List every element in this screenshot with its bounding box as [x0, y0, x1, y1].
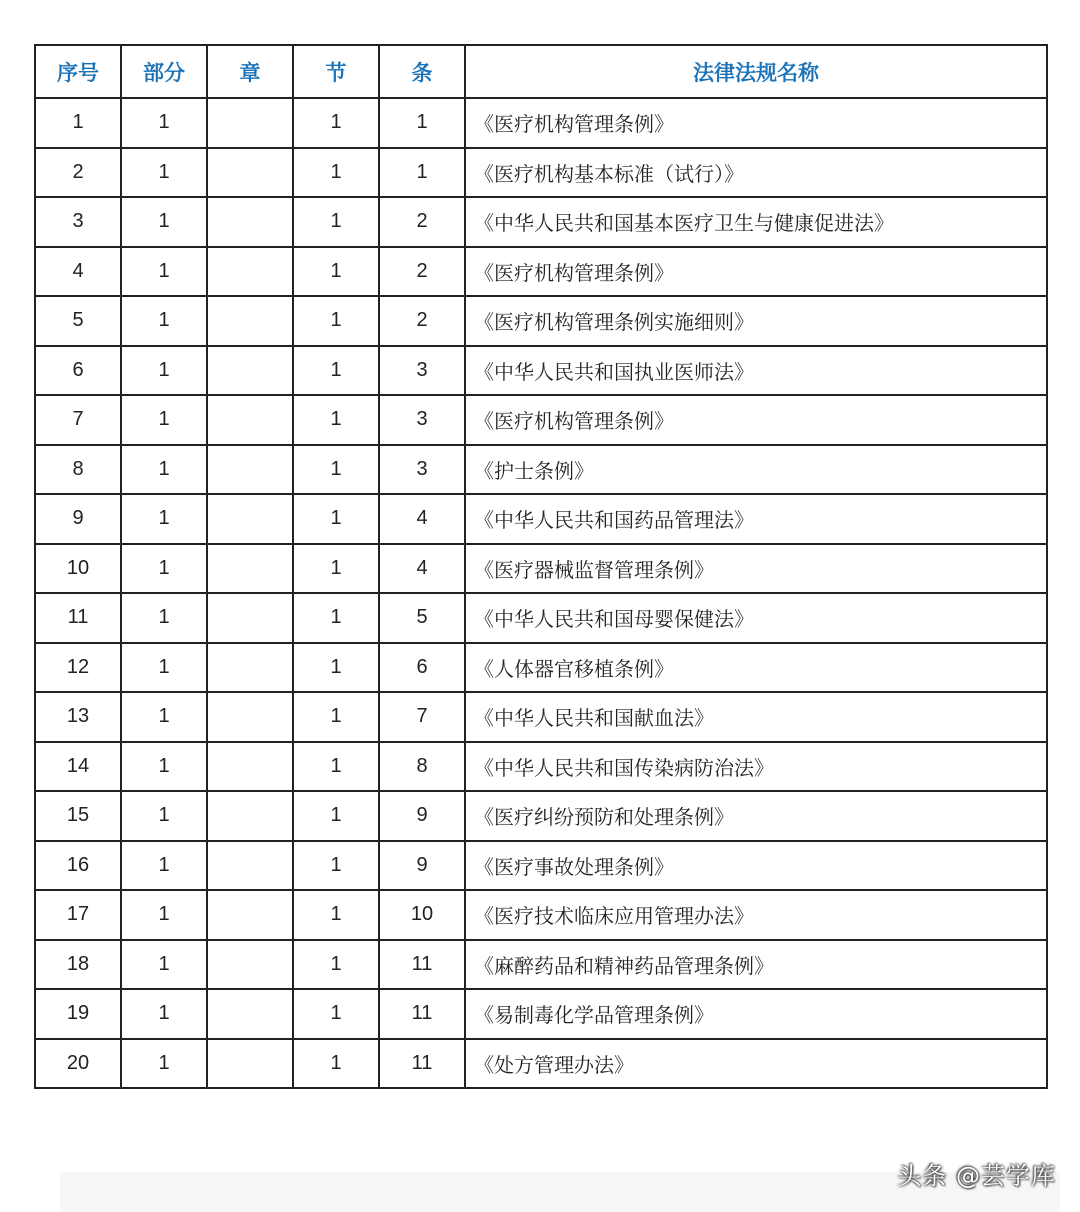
cell-part: 1	[121, 1039, 207, 1089]
cell-article: 6	[379, 643, 465, 693]
cell-part: 1	[121, 593, 207, 643]
cell-part: 1	[121, 989, 207, 1039]
cell-chapter	[207, 791, 293, 841]
cell-article: 4	[379, 494, 465, 544]
cell-seq: 17	[35, 890, 121, 940]
table-row	[35, 544, 1047, 594]
header-row	[35, 45, 1047, 98]
cell-seq: 3	[35, 197, 121, 247]
cell-chapter	[207, 940, 293, 990]
cell-article: 1	[379, 98, 465, 148]
cell-part: 1	[121, 148, 207, 198]
cell-seq: 18	[35, 940, 121, 990]
cell-section: 1	[293, 148, 379, 198]
header-chapter: 章	[207, 45, 293, 98]
cell-seq: 15	[35, 791, 121, 841]
cell-seq: 13	[35, 692, 121, 742]
cell-chapter	[207, 296, 293, 346]
cell-law-name: 《中华人民共和国药品管理法》	[465, 494, 1047, 544]
cell-law-name: 《医疗器械监督管理条例》	[465, 544, 1047, 594]
cell-seq: 8	[35, 445, 121, 495]
table-row	[35, 989, 1047, 1039]
cell-chapter	[207, 247, 293, 297]
cell-chapter	[207, 148, 293, 198]
cell-article: 2	[379, 197, 465, 247]
cell-seq: 14	[35, 742, 121, 792]
cell-seq: 4	[35, 247, 121, 297]
cell-section: 1	[293, 395, 379, 445]
cell-law-name: 《医疗机构管理条例》	[465, 247, 1047, 297]
cell-seq: 19	[35, 989, 121, 1039]
cell-law-name: 《医疗事故处理条例》	[465, 841, 1047, 891]
cell-article: 11	[379, 1039, 465, 1089]
cell-part: 1	[121, 890, 207, 940]
cell-law-name: 《医疗机构管理条例实施细则》	[465, 296, 1047, 346]
cell-article: 4	[379, 544, 465, 594]
cell-chapter	[207, 643, 293, 693]
table-row	[35, 643, 1047, 693]
cell-law-name: 《医疗机构管理条例》	[465, 395, 1047, 445]
header-part: 部分	[121, 45, 207, 98]
cell-chapter	[207, 98, 293, 148]
table-row	[35, 197, 1047, 247]
cell-part: 1	[121, 742, 207, 792]
cell-chapter	[207, 1039, 293, 1089]
cell-section: 1	[293, 1039, 379, 1089]
cell-law-name: 《医疗纠纷预防和处理条例》	[465, 791, 1047, 841]
cell-chapter	[207, 841, 293, 891]
cell-section: 1	[293, 494, 379, 544]
cell-chapter	[207, 692, 293, 742]
table-row	[35, 791, 1047, 841]
cell-section: 1	[293, 296, 379, 346]
cell-part: 1	[121, 296, 207, 346]
cell-seq: 2	[35, 148, 121, 198]
cell-law-name: 《人体器官移植条例》	[465, 643, 1047, 693]
cell-part: 1	[121, 494, 207, 544]
cell-article: 9	[379, 841, 465, 891]
cell-article: 7	[379, 692, 465, 742]
cell-section: 1	[293, 890, 379, 940]
cell-seq: 12	[35, 643, 121, 693]
cell-law-name: 《中华人民共和国献血法》	[465, 692, 1047, 742]
cell-article: 3	[379, 346, 465, 396]
table-row	[35, 742, 1047, 792]
header-article: 条	[379, 45, 465, 98]
cell-section: 1	[293, 544, 379, 594]
cell-law-name: 《中华人民共和国执业医师法》	[465, 346, 1047, 396]
table-row	[35, 445, 1047, 495]
cell-chapter	[207, 445, 293, 495]
cell-chapter	[207, 742, 293, 792]
cell-seq: 7	[35, 395, 121, 445]
cell-section: 1	[293, 197, 379, 247]
cell-chapter	[207, 989, 293, 1039]
table-header	[35, 45, 1047, 98]
cell-law-name: 《中华人民共和国基本医疗卫生与健康促进法》	[465, 197, 1047, 247]
cell-article: 8	[379, 742, 465, 792]
cell-article: 2	[379, 296, 465, 346]
table-row	[35, 841, 1047, 891]
cell-seq: 1	[35, 98, 121, 148]
header-seq: 序号	[35, 45, 121, 98]
cell-law-name: 《医疗技术临床应用管理办法》	[465, 890, 1047, 940]
cell-law-name: 《中华人民共和国母婴保健法》	[465, 593, 1047, 643]
cell-article: 3	[379, 445, 465, 495]
cell-law-name: 《处方管理办法》	[465, 1039, 1047, 1089]
cell-section: 1	[293, 742, 379, 792]
laws-table	[34, 44, 1048, 1089]
cell-article: 11	[379, 989, 465, 1039]
cell-chapter	[207, 494, 293, 544]
cell-part: 1	[121, 940, 207, 990]
cell-part: 1	[121, 395, 207, 445]
cell-seq: 11	[35, 593, 121, 643]
cell-law-name: 《医疗机构基本标准（试行）》	[465, 148, 1047, 198]
table-row	[35, 890, 1047, 940]
cell-part: 1	[121, 544, 207, 594]
cell-section: 1	[293, 989, 379, 1039]
table-row	[35, 296, 1047, 346]
header-section: 节	[293, 45, 379, 98]
cell-seq: 16	[35, 841, 121, 891]
header-law-name: 法律法规名称	[465, 45, 1047, 98]
table-row	[35, 692, 1047, 742]
cell-part: 1	[121, 346, 207, 396]
cell-part: 1	[121, 791, 207, 841]
cell-section: 1	[293, 346, 379, 396]
cell-part: 1	[121, 445, 207, 495]
cell-section: 1	[293, 643, 379, 693]
table-row	[35, 98, 1047, 148]
table-body	[35, 98, 1047, 1088]
cell-section: 1	[293, 692, 379, 742]
cell-law-name: 《易制毒化学品管理条例》	[465, 989, 1047, 1039]
cell-chapter	[207, 346, 293, 396]
cell-article: 3	[379, 395, 465, 445]
table-row	[35, 346, 1047, 396]
cell-part: 1	[121, 643, 207, 693]
cell-seq: 10	[35, 544, 121, 594]
cell-seq: 5	[35, 296, 121, 346]
cell-section: 1	[293, 791, 379, 841]
cell-article: 10	[379, 890, 465, 940]
cell-article: 9	[379, 791, 465, 841]
cell-chapter	[207, 395, 293, 445]
cell-part: 1	[121, 197, 207, 247]
cell-chapter	[207, 593, 293, 643]
cell-chapter	[207, 890, 293, 940]
cell-article: 2	[379, 247, 465, 297]
cell-section: 1	[293, 593, 379, 643]
cell-section: 1	[293, 247, 379, 297]
table-row	[35, 1039, 1047, 1089]
cell-chapter	[207, 544, 293, 594]
cell-seq: 20	[35, 1039, 121, 1089]
cell-part: 1	[121, 247, 207, 297]
table-row	[35, 940, 1047, 990]
cell-section: 1	[293, 841, 379, 891]
cell-seq: 6	[35, 346, 121, 396]
table-row	[35, 494, 1047, 544]
table-row	[35, 395, 1047, 445]
cell-seq: 9	[35, 494, 121, 544]
cell-article: 5	[379, 593, 465, 643]
cell-part: 1	[121, 692, 207, 742]
watermark: 头条 @芸学库	[897, 1162, 1056, 1190]
cell-part: 1	[121, 841, 207, 891]
cell-article: 11	[379, 940, 465, 990]
cell-article: 1	[379, 148, 465, 198]
cell-section: 1	[293, 445, 379, 495]
cell-law-name: 《护士条例》	[465, 445, 1047, 495]
table-row	[35, 247, 1047, 297]
cell-law-name: 《麻醉药品和精神药品管理条例》	[465, 940, 1047, 990]
cell-chapter	[207, 197, 293, 247]
table-row	[35, 148, 1047, 198]
cell-part: 1	[121, 98, 207, 148]
cell-law-name: 《中华人民共和国传染病防治法》	[465, 742, 1047, 792]
cell-section: 1	[293, 940, 379, 990]
cell-law-name: 《医疗机构管理条例》	[465, 98, 1047, 148]
table-row	[35, 593, 1047, 643]
cell-section: 1	[293, 98, 379, 148]
